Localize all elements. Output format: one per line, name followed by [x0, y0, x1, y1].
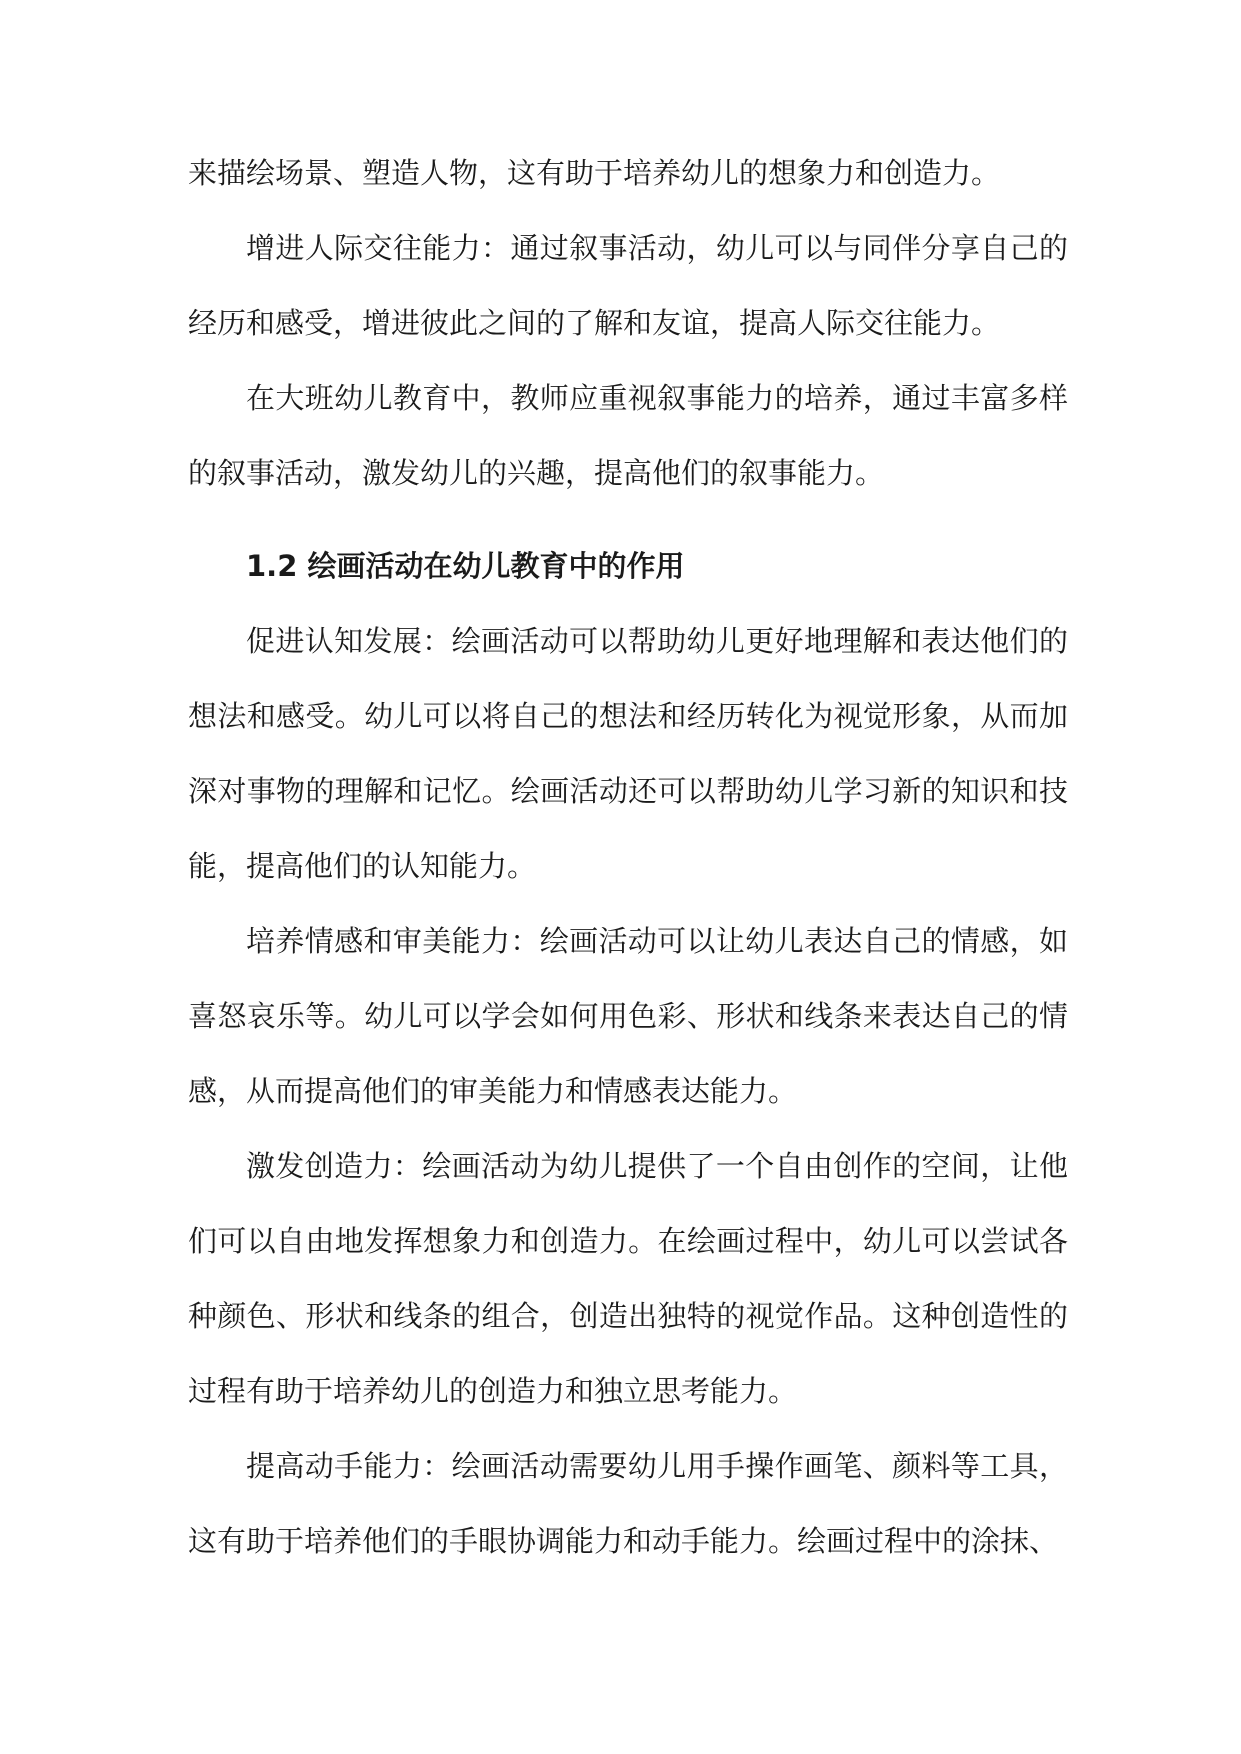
paragraph-creativity: 激发创造力：绘画活动为幼儿提供了一个自由创作的空间，让他们可以自由地发挥想象力和创造力。在绘画过程中，幼儿可以尝试各种颜色、形状和线条的组合，创造出独特的视觉作品。这种创造性的过程有助于培养幼儿的创造力和独立思考能力。	[188, 1149, 1068, 1408]
paragraph-emotion-aesthetics: 培养情感和审美能力：绘画活动可以让幼儿表达自己的情感，如喜怒哀乐等。幼儿可以学会如何用色彩、形状和线条来表达自己的情感，从而提高他们的审美能力和情感表达能力。	[188, 924, 1068, 1108]
document-page	[188, 136, 1068, 1579]
paragraph-teacher-emphasis: 在大班幼儿教育中，教师应重视叙事能力的培养，通过丰富多样的叙事活动，激发幼儿的兴趣，提高他们的叙事能力。	[188, 381, 1068, 490]
paragraph-interpersonal-skills: 增进人际交往能力：通过叙事活动，幼儿可以与同伴分享自己的经历和感受，增进彼此之间的了解和友谊，提高人际交往能力。	[188, 231, 1068, 340]
paragraph-hands-on-ability: 提高动手能力：绘画活动需要幼儿用手操作画笔、颜料等工具，这有助于培养他们的手眼协调能力和动手能力。绘画过程中的涂抹、	[188, 1449, 1068, 1558]
paragraph-imagination-continuation: 来描绘场景、塑造人物，这有助于培养幼儿的想象力和创造力。	[188, 156, 1001, 190]
section-heading-1-2: 1.2 绘画活动在幼儿教育中的作用	[246, 549, 685, 583]
paragraph-cognitive-development: 促进认知发展：绘画活动可以帮助幼儿更好地理解和表达他们的想法和感受。幼儿可以将自己的想法和经历转化为视觉形象，从而加深对事物的理解和记忆。绘画活动还可以帮助幼儿学习新的知识和技能，提高他们的认知能力。	[188, 624, 1068, 883]
